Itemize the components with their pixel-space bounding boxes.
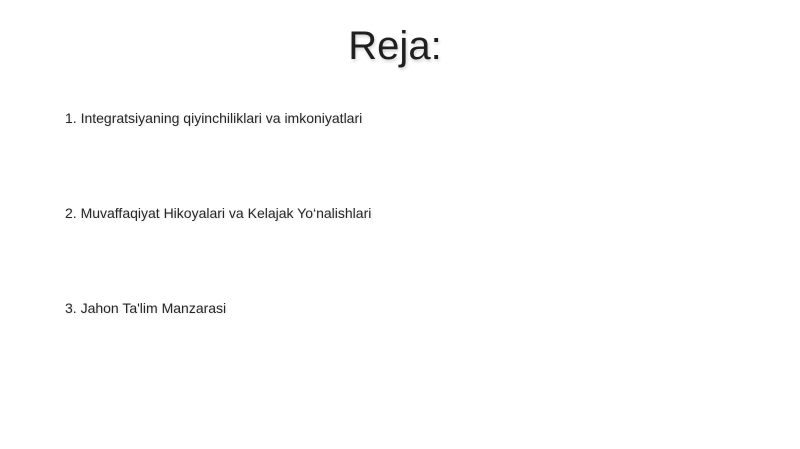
agenda-item-2: 2. Muvaffaqiyat Hikoyalari va Kelajak Yo‘nalishlari xyxy=(65,205,372,221)
slide-title: Reja: xyxy=(348,24,442,68)
agenda-item-1: 1. Integratsiyaning qiyinchiliklari va imkoniyatlari xyxy=(65,110,363,126)
agenda-list xyxy=(65,108,371,318)
agenda-item-3: 3. Jahon Ta'lim Manzarasi xyxy=(65,300,227,316)
